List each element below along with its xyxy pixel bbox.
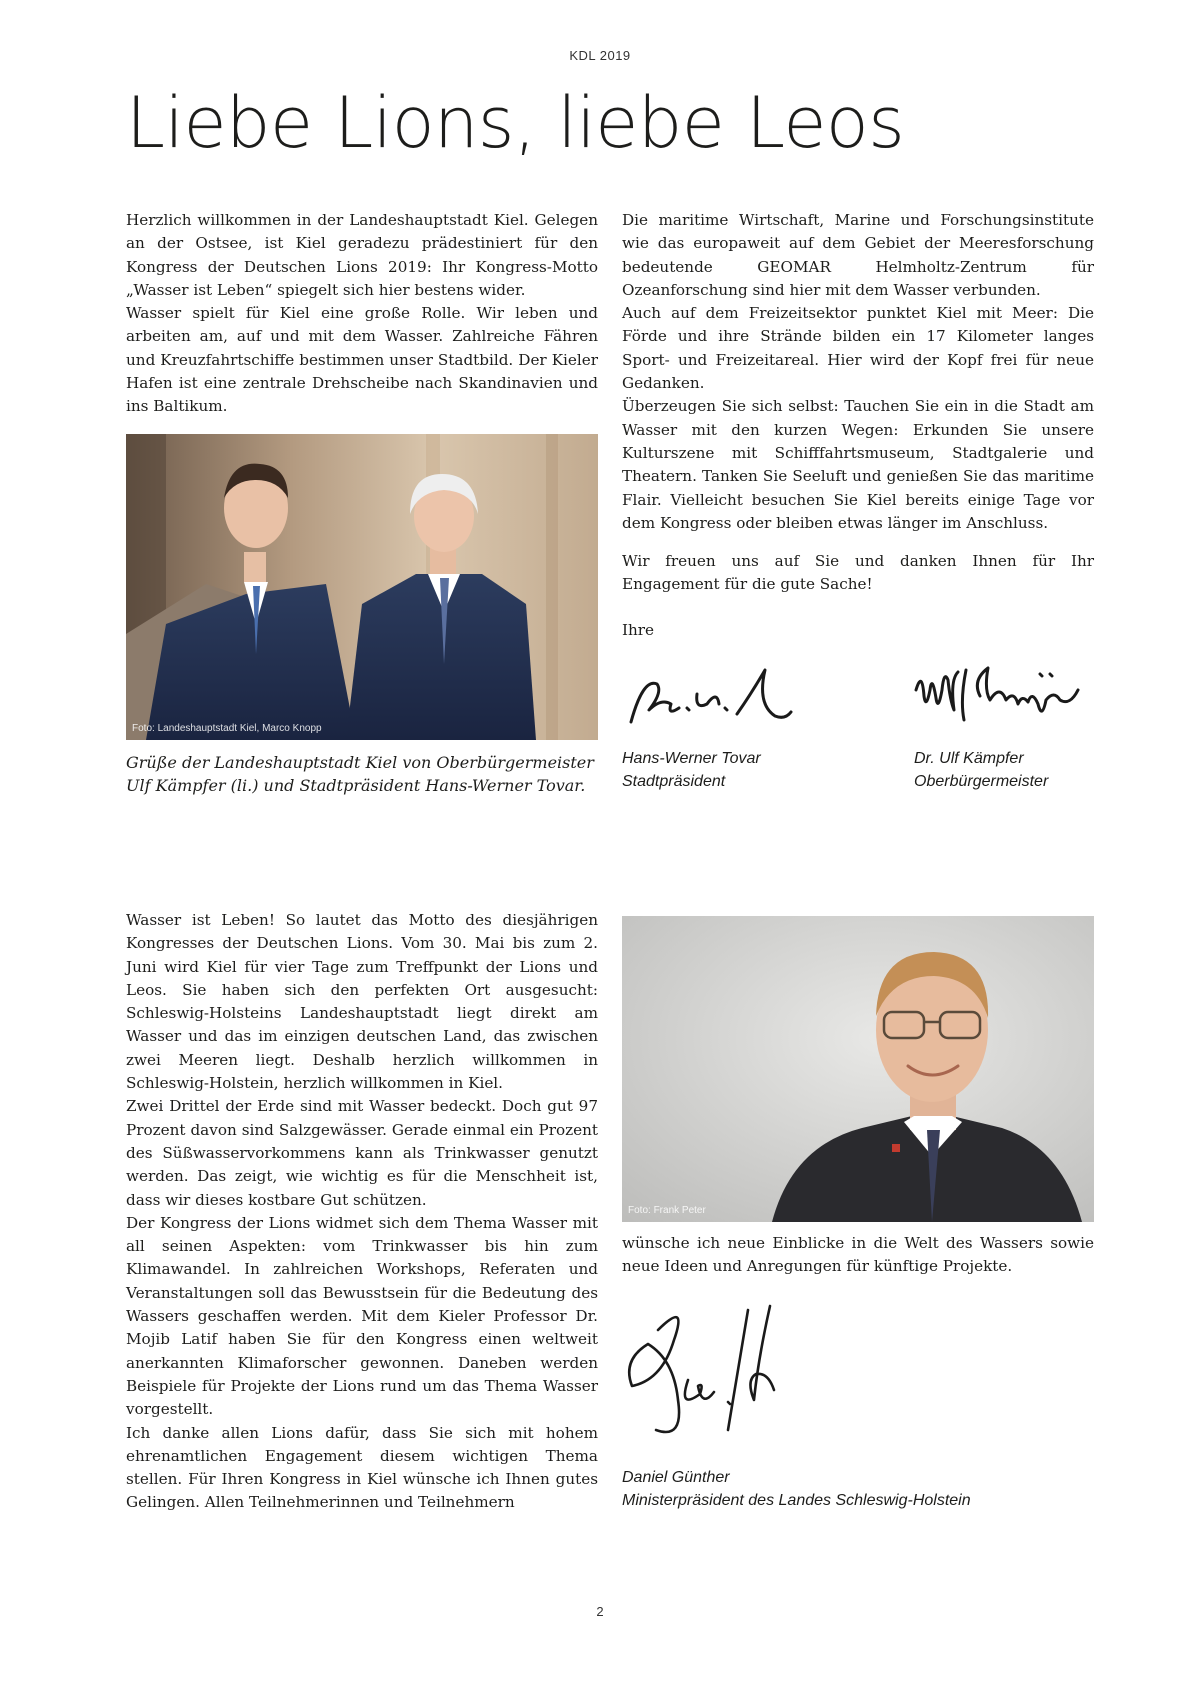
paragraph: Wasser spielt für Kiel eine große Rolle. Wir leben und arbeiten am, auf und mit dem Wasser. Zahlreiche Fähren und Kreuzfahrtschiffe bestimmen unser Stadtbild. Der Kieler Hafen ist eine zentrale Drehscheibe nach Skandinavien und ins Baltikum. (126, 304, 598, 416)
signer-kaempfer (914, 747, 1048, 793)
paragraph: Überzeugen Sie sich selbst: Tauchen Sie ein in die Stadt am Wasser mit den kurzen Wegen: Erkunden Sie unsere Kulturszene mit Schifffahrtsmuseum, Stadtgalerie und Theatern. Tanken Sie Seeluft und genießen Sie das maritime Flair. Vielleicht besuchen Sie Kiel bereits einige Tage vor dem Kongress oder bleiben etwas länger im Anschluss. (622, 397, 1094, 532)
intro-text-right (622, 209, 1094, 642)
signature-guenther (618, 1290, 788, 1440)
greeting-text-left (126, 909, 598, 1515)
signature-kaempfer (910, 660, 1100, 730)
signer-name: Dr. Ulf Kämpfer (914, 750, 1024, 767)
page-title: Liebe Lions, liebe Leos (126, 82, 905, 164)
paragraph: Die maritime Wirtschaft, Marine und Forschungsinstitute wie das europaweit auf dem Gebiet der Meeresforschung bedeutende GEOMAR Helmholtz-Zentrum für Ozeanforschung sind hier mit dem Wasser verbunden. (622, 211, 1094, 299)
page-number: 2 (596, 1604, 604, 1619)
closing-word: Ihre (622, 620, 655, 639)
photo-minister-president (622, 916, 1094, 1222)
paragraph: Wasser ist Leben! So lautet das Motto des diesjährigen Kongresses der Deutschen Lions. Vom 30. Mai bis zum 2. Juni wird Kiel für vier Tage zum Treffpunkt der Lions und Leos. Sie haben sich den perfekten Ort ausgesucht: Schleswig-Holsteins Landeshauptstadt liegt direkt am Wasser und das im einzigen deutschen Land, das zwischen zwei Meeren liegt. Deshalb herzlich willkommen in Schleswig-Holstein, herzlich willkommen in Kiel. (126, 911, 598, 1093)
paragraph: Zwei Drittel der Erde sind mit Wasser bedeckt. Doch gut 97 Prozent davon sind Salzgewässer. Gerade einmal ein Prozent des Süßwasservorkommens kann als Trinkwasser genutzt werden. Das zeigt, wie wichtig es für die Menschheit ist, dass wir dieses kostbare Gut schützen. (126, 1097, 598, 1209)
paragraph: Herzlich willkommen in der Landeshauptstadt Kiel. Gelegen an der Ostsee, ist Kiel geradezu prädestiniert für den Kongress der Deutschen Lions 2019: Ihr Kongress-Motto „Wasser ist Leben“ spiegelt sich hier bestens wider. (126, 211, 598, 299)
photo-mayor-and-city-president (126, 434, 598, 740)
signer-tovar (622, 747, 761, 793)
paragraph: Auch auf dem Freizeitsektor punktet Kiel mit Meer: Die Förde und ihre Strände bilden ein 17 Kilometer langes Sport- und Freizeitareal. Hier wird der Kopf frei für neue Gedanken. (622, 304, 1094, 393)
paragraph: Wir freuen uns auf Sie und danken Ihnen für Ihr Engagement für die gute Sache! (622, 552, 1094, 594)
paragraph: Der Kongress der Lions widmet sich dem Thema Wasser mit all seinen Aspekten: vom Trinkwasser bis hin zum Klimawandel. In zahlreichen Workshops, Referaten und Veranstaltungen soll das Bewusstsein für die Bedeutung des Wassers geschaffen werden. Mit dem Kieler Professor Dr. Mojib Latif haben Sie für den Kongress einen weltweit anerkannten Klimaforscher gewonnen. Daneben werden Beispiele für Projekte der Lions rund um das Thema Wasser vorgestellt. (126, 1213, 598, 1419)
signer-guenther (622, 1466, 971, 1512)
photo-credit: Foto: Landeshauptstadt Kiel, Marco Knopp (132, 723, 322, 734)
signer-role: Ministerpräsident des Landes Schleswig-Holstein (622, 1492, 971, 1509)
paragraph: wünsche ich neue Einblicke in die Welt des Wassers sowie neue Ideen und Anregungen für künftige Projekte. (622, 1234, 1094, 1276)
signer-name: Daniel Günther (622, 1469, 730, 1486)
photo-credit: Foto: Frank Peter (628, 1205, 706, 1216)
greeting-text-right (622, 1232, 1094, 1279)
signer-role: Oberbürgermeister (914, 773, 1049, 790)
running-header: KDL 2019 (569, 48, 631, 63)
photo-caption: Grüße der Landeshauptstadt Kiel von Oberbürgermeister Ulf Kämpfer (li.) und Stadtpräsident Hans-Werner Tovar. (126, 753, 594, 795)
signer-role: Stadtpräsident (622, 773, 726, 790)
signer-name: Hans-Werner Tovar (622, 750, 761, 767)
paragraph: Ich danke allen Lions dafür, dass Sie sich mit hohem ehrenamtlichen Engagement diesem wichtigen Thema stellen. Für Ihren Kongress in Kiel wünsche ich Ihnen gutes Gelingen. Allen Teilnehmerinnen und Teilnehmern (126, 1423, 598, 1512)
intro-text-left (126, 209, 598, 419)
signature-tovar (625, 664, 795, 734)
